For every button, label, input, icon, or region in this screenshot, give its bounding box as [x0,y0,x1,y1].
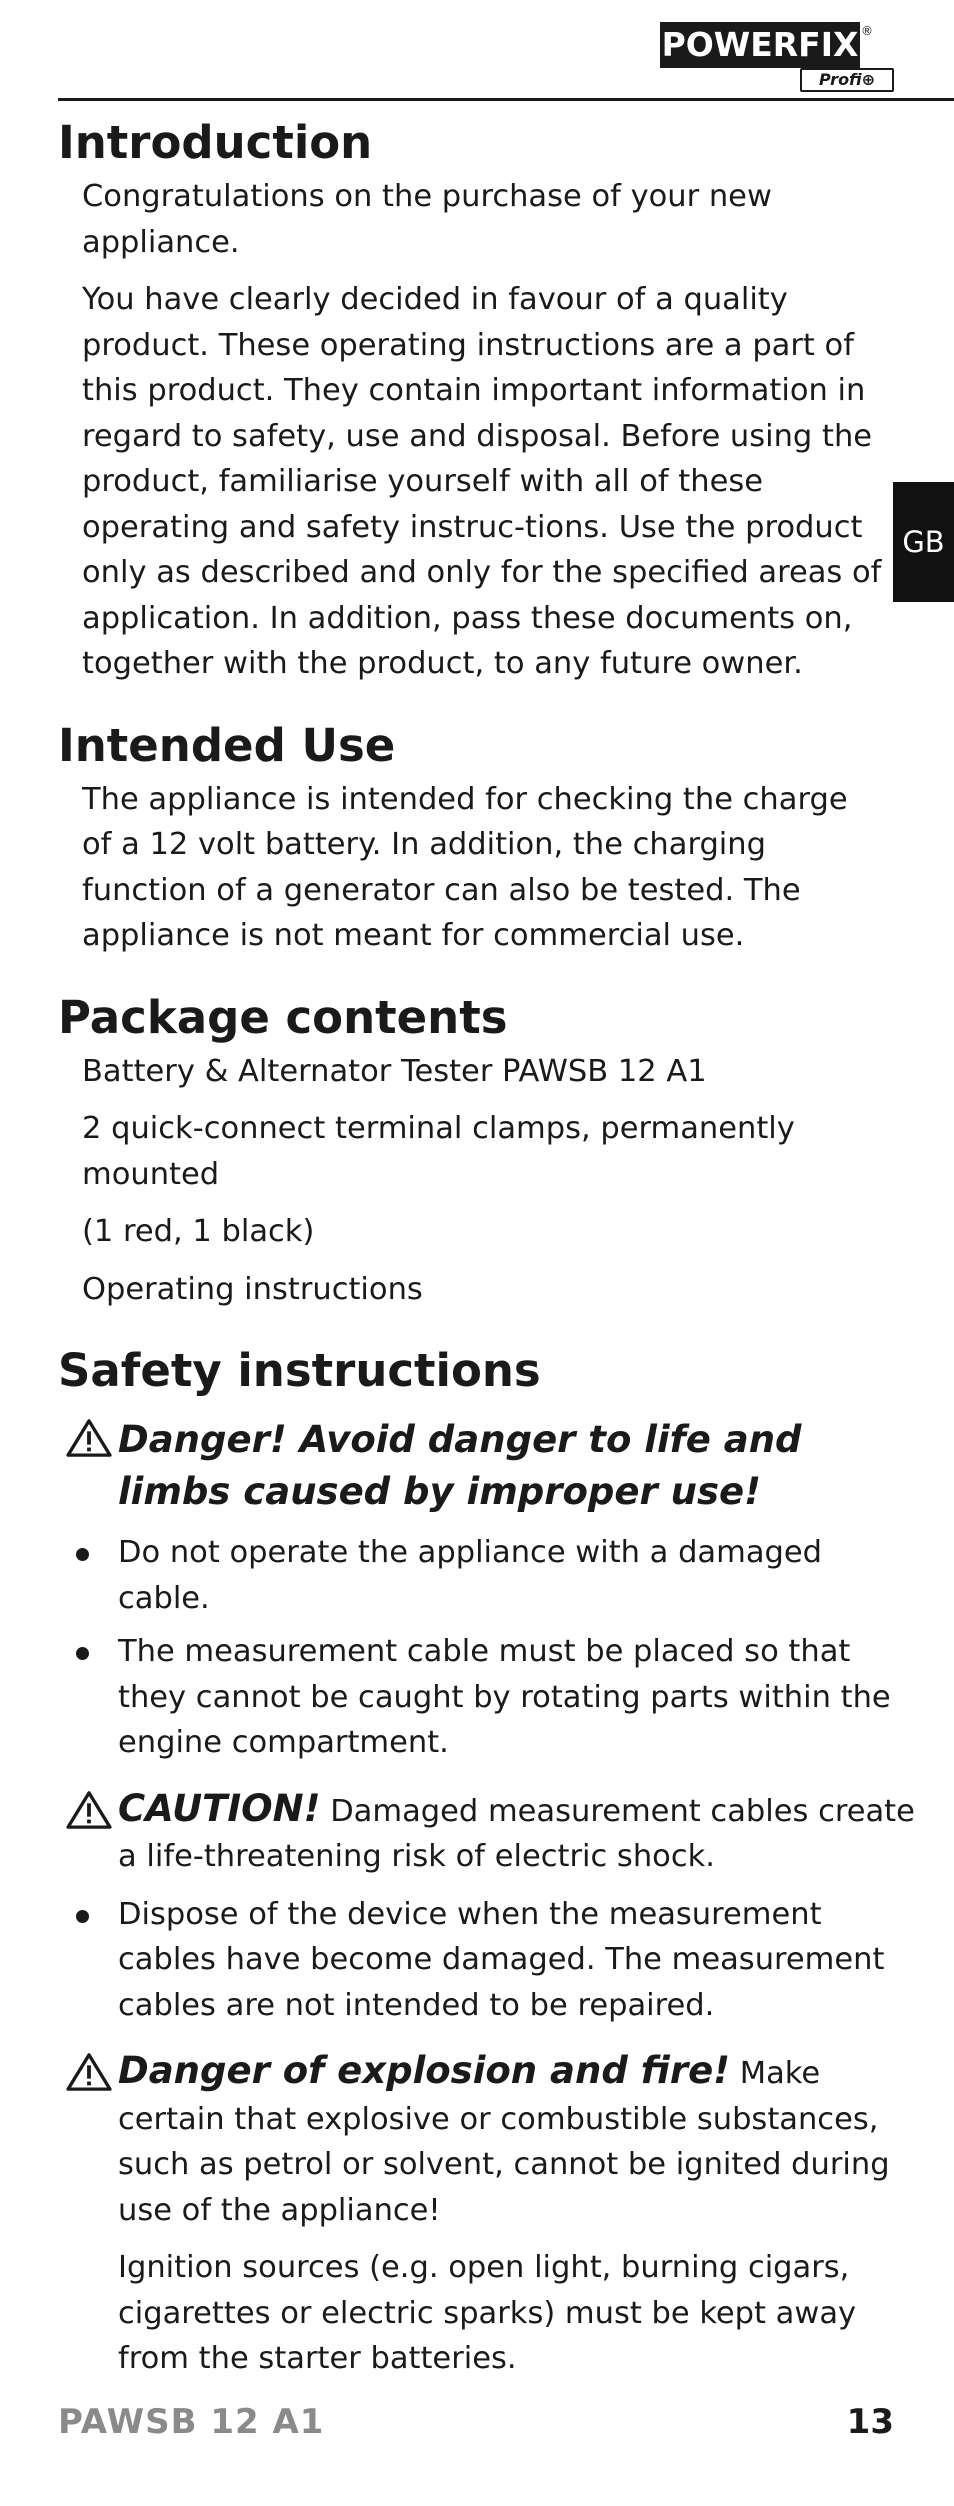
warning-block-caution [62,1786,918,1880]
warning-title-explosion: Danger of explosion and fire! [118,2049,731,2092]
intro-paragraph-1: Congratulations on the purchase of your new appliance. [82,179,772,260]
warning-triangle-icon [64,2052,114,2092]
page-number: 13 [846,2402,894,2442]
package-item-4: Operating instructions [82,1271,423,1307]
warning2-bullet-list [58,1892,885,2029]
package-item-2: 2 quick-connect terminal clamps, permanently mounted [82,1111,795,1192]
logo-registered-mark: ® [861,24,873,38]
warning-block-danger-life [62,1414,918,1518]
bullet-icon [76,1910,89,1923]
intro-paragraph-2: You have clearly decided in favour of a quality product. These operating instructions are a part of this product. They contain important information in regard to safety, use and disposal. Before using the product, familiarise yourself with all of these operating and safety instruc-tions. Use the product only as described and only for the specified areas of application. In addition, pass these documents on, together with the product, to any future owner. [82,282,882,681]
section-heading-intended-use: Intended Use [58,718,396,772]
warning-block-explosion [62,2048,918,2233]
page-content [58,112,915,2382]
list-item: The measurement cable must be placed so that they cannot be caught by rotating parts within the engine compartment. [118,1629,918,1766]
warning-text-explosion: Make certain that explosive or combustible substances, such as petrol or solvent, cannot be ignited during use of the appliance! [118,2056,890,2228]
warning-title-danger-life: Danger! Avoid danger to life and limbs caused by improper use! [118,1418,802,1513]
warning-triangle-icon [64,1790,114,1830]
warning1-bullet-list [58,1530,891,1766]
bullet-icon [76,1647,89,1660]
logo-main-text: POWERFIX [660,22,860,68]
bullet-icon [76,1548,89,1561]
brand-logo [660,22,896,96]
footer-model-number: PAWSB 12 A1 [58,2402,325,2442]
section-heading-introduction: Introduction [58,116,373,169]
logo-sub-text: Profi [818,70,862,89]
section-heading-package-contents: Package contents [58,990,508,1044]
list-item: Dispose of the device when the measurement cables have become damaged. The measurement cables are not intended to be repaired. [118,1892,918,2029]
package-item-1: Battery & Alternator Tester PAWSB 12 A1 [82,1053,707,1089]
list-item: Do not operate the appliance with a damaged cable. [118,1530,918,1621]
intended-use-paragraph: The appliance is intended for checking the charge of a 12 volt battery. In addition, the charging function of a generator can also be tested. The appliance is not meant for commercial use. [82,781,848,953]
ignition-sources-paragraph: Ignition sources (e.g. open light, burning cigars, cigarettes or electric sparks) must be kept away from the starter batteries. [118,2250,857,2376]
package-item-3: (1 red, 1 black) [82,1214,315,1249]
language-tab: GB [893,482,954,602]
section-heading-safety: Safety instructions [58,1344,541,1397]
warning-triangle-icon [64,1418,114,1458]
warning-text-caution: Damaged measurement cables create a life-threatening risk of electric shock. [118,1793,915,1874]
logo-sub-badge [800,68,894,92]
logo-plus-icon: ⊕ [861,70,876,89]
warning-title-caution: CAUTION! [118,1786,321,1830]
header-divider [58,98,954,101]
